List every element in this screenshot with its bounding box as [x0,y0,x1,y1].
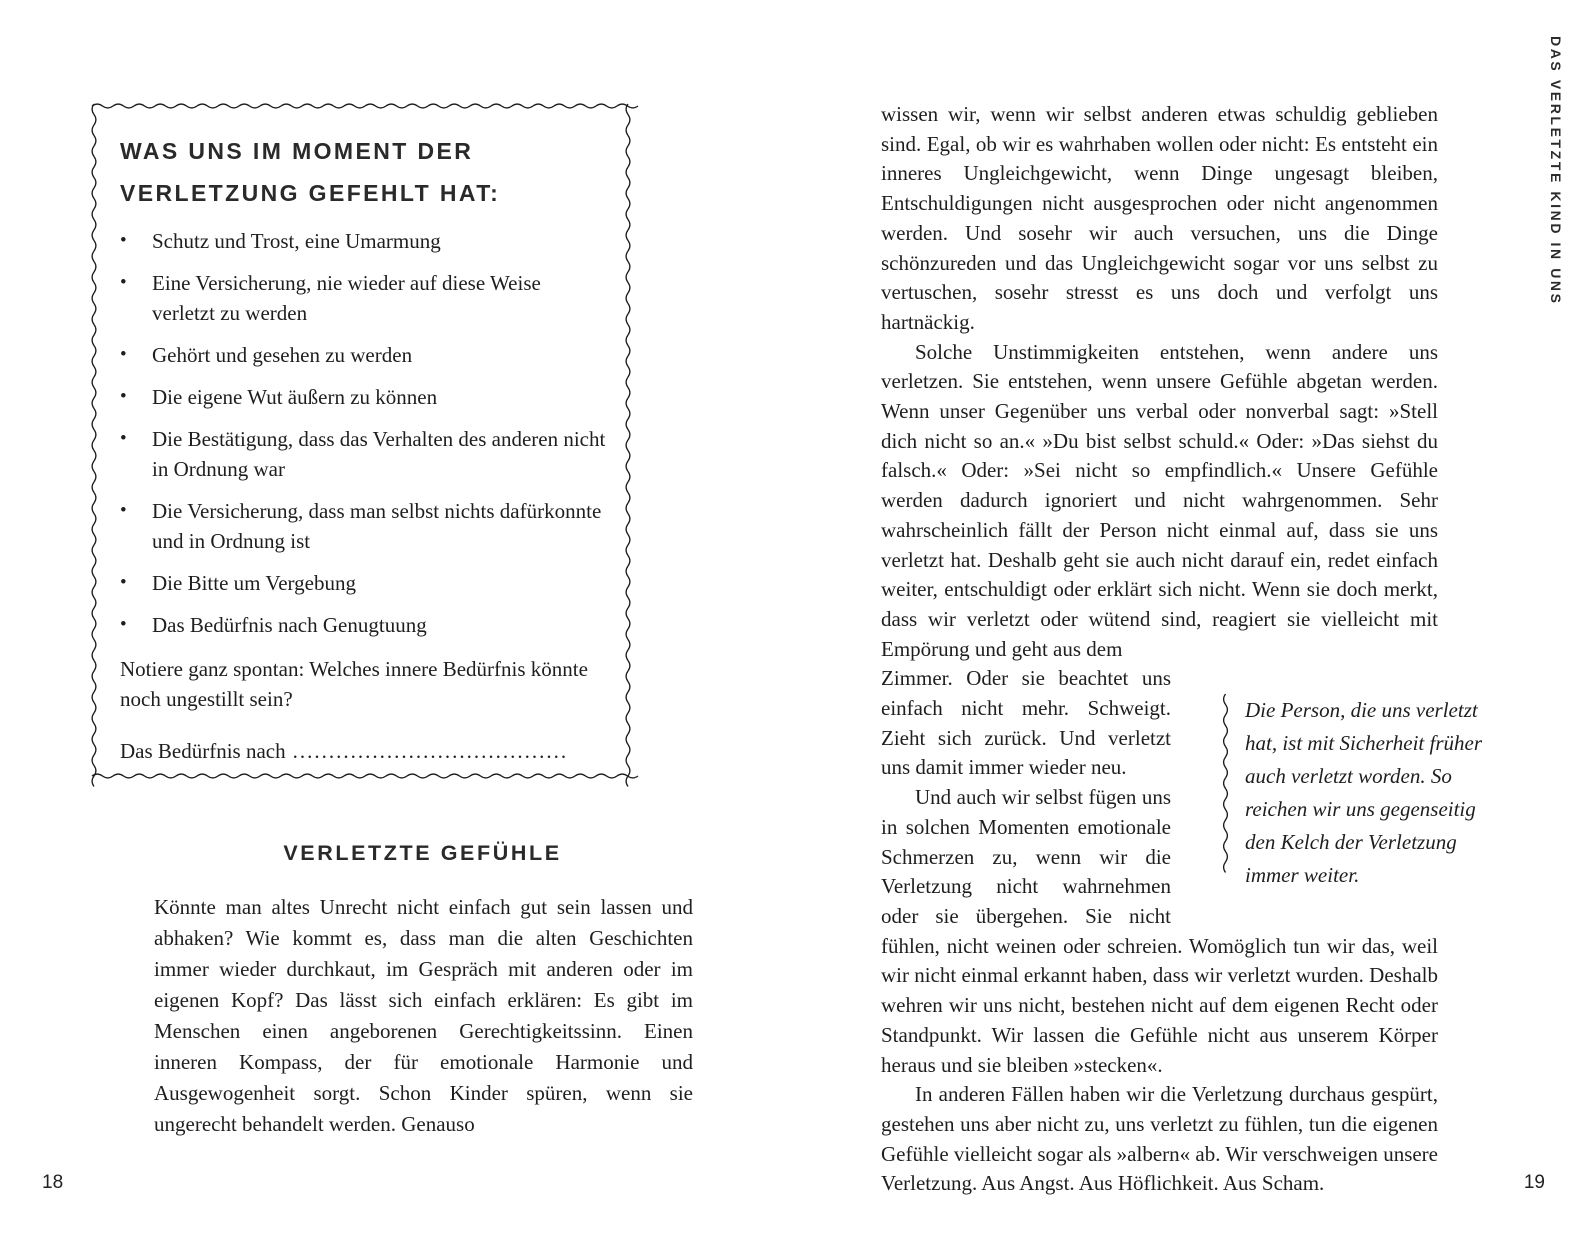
needs-box [92,104,630,778]
fill-in-line [120,736,606,766]
paragraph: In anderen Fällen haben wir die Verletzung durchaus gespürt, gestehen uns aber nicht zu, uns verletzt zu fühlen, tun die eigenen Gefühle vielleicht sogar als »albern« ab. Wir verschweigen unsere Verletzung. Aus Angst. Aus Höflichkeit. Aus Scham. [881,1082,1438,1196]
paragraph-text: Zimmer. Oder sie beachtet uns einfach nicht mehr. Schweigt. Zieht sich zurück. Und verletzt uns damit immer wieder neu. [881,666,1171,780]
list-item [120,226,606,256]
box-heading: WAS UNS IM MOMENT DER VERLETZUNG GEFEHLT HAT: [120,138,501,206]
list-item-text: Schutz und Trost, eine Umarmung [152,229,441,253]
pull-quote-text: Die Person, die uns verletzt hat, ist mit Sicherheit früher auch verletzt worden. So reichen wir uns gegenseitig den Kelch der Verletzung immer weiter. [1245,698,1483,888]
wavy-border-top [92,104,630,108]
list-item-text: Das Bedürfnis nach Genugtuung [152,613,427,637]
paragraph-text: Solche Unstimmigkeiten entstehen, wenn andere uns verletzen. Sie entstehen, wenn unsere Gefühle abgetan werden. Wenn unser Gegenüber uns verbal oder nonverbal sagt: »Stell dich nicht so an.« »Du bist selbst schuld.« Oder: »Das siehst du falsch.« Oder: »Sei nicht so empfindlich.« Unsere Gefühle werden dadurch ignoriert und nicht wahrgenommen. Sehr wahrscheinlich fällt der Person nicht einmal auf, dass sie uns verletzt hat. Deshalb geht sie auch nicht darauf ein, redet einfach weiter, entschuldigt oder erklärt sich nicht. Wenn sie doch merkt, dass wir verletzt oder wütend sind, reagiert sie vielleicht mit Empörung und geht aus dem [881,339,1438,661]
list-item [120,496,606,556]
bullet-icon: • [120,572,127,593]
list-item-text: Die Bestätigung, dass das Verhalten des anderen nicht in Ordnung war [152,427,606,481]
bullet-icon: • [120,272,127,293]
box-note: Notiere ganz spontan: Welches innere Bedürfnis könnte noch ungestillt sein? [120,657,588,711]
fill-in-label: Das Bedürfnis nach [120,739,286,763]
paragraph: Und auch wir selbst fügen uns in solchen Momenten emotionale Schmerzen zu, wenn wir die Verletzung nicht wahrnehmen oder sie übergehen. Sie nicht fühlen, nicht weinen oder schreien. Womöglich tun wir das, weil wir nicht einmal erkannt haben, dass wir verletzt wurden. Deshalb wehren wir uns nicht, bestehen nicht auf dem eigenen Recht oder Standpunkt. Wir lassen die Gefühle nicht aus unserem Körper heraus und sie bleiben »stecken«. [881,785,1438,1077]
bullet-icon: • [120,344,127,365]
list-item [120,340,606,370]
wavy-border-bottom [92,774,630,778]
list-item [120,568,606,598]
list-item [120,268,606,328]
pull-quote [1223,692,1500,894]
paragraph [881,338,1438,665]
fill-in-dots: ...................................... [292,739,569,763]
bullet-icon: • [120,386,127,407]
list-item [120,610,606,640]
list-item-text: Die Versicherung, dass man selbst nichts dafürkonnte und in Ordnung ist [152,499,602,553]
section-heading: VERLETZTE GEFÜHLE [283,841,562,865]
left-page-paragraph: Könnte man altes Unrecht nicht einfach gut sein lassen und abhaken? Wie kommt es, dass man die alten Geschichten immer wieder durchkaut, im Gespräch mit anderen oder im eigenen Kopf? Das lässt sich einfach erklären: Es gibt im Menschen einen angeborenen Gerechtigkeitssinn. Einen inneren Kompass, der für emotionale Harmonie und Ausgewogenheit sorgt. Schon Kinder spüren, wenn sie ungerecht behandelt werden. Genauso [154,895,693,1136]
bullet-icon: • [120,500,127,521]
list-item-text: Die Bitte um Vergebung [152,571,356,595]
paragraph: wissen wir, wenn wir selbst anderen etwas schuldig geblieben sind. Egal, ob wir es wahrhaben wollen oder nicht: Es entsteht ein inneres Ungleichgewicht, wenn Dinge ungesagt bleiben, Entschuldigungen nicht ausgesprochen oder nicht angenommen werden. Und sosehr wir auch versuchen, uns die Dinge schönzureden und das Ungleichgewicht sogar vor uns selbst zu vertuschen, sosehr stresst es uns doch und verfolgt uns hartnäckig. [881,102,1438,334]
wavy-border-right [626,104,630,778]
page-number-right: 19 [1523,1172,1545,1193]
chapter-margin-title: DAS VERLETZTE KIND IN UNS [1548,36,1564,306]
list-item-text: Gehört und gesehen zu werden [152,343,413,367]
wavy-border-left [92,104,96,778]
bullet-icon: • [120,428,127,449]
bullet-icon: • [120,230,127,251]
list-item [120,424,606,484]
list-item [120,382,606,412]
needs-list [120,226,606,640]
list-item-text: Eine Versicherung, nie wieder auf diese Weise verletzt zu werden [152,271,541,325]
list-item-text: Die eigene Wut äußern zu können [152,385,438,409]
page-number-left: 18 [42,1172,64,1193]
bullet-icon: • [120,614,127,635]
right-page-text-column [881,100,1483,1199]
wavy-rule-icon [1223,694,1228,864]
